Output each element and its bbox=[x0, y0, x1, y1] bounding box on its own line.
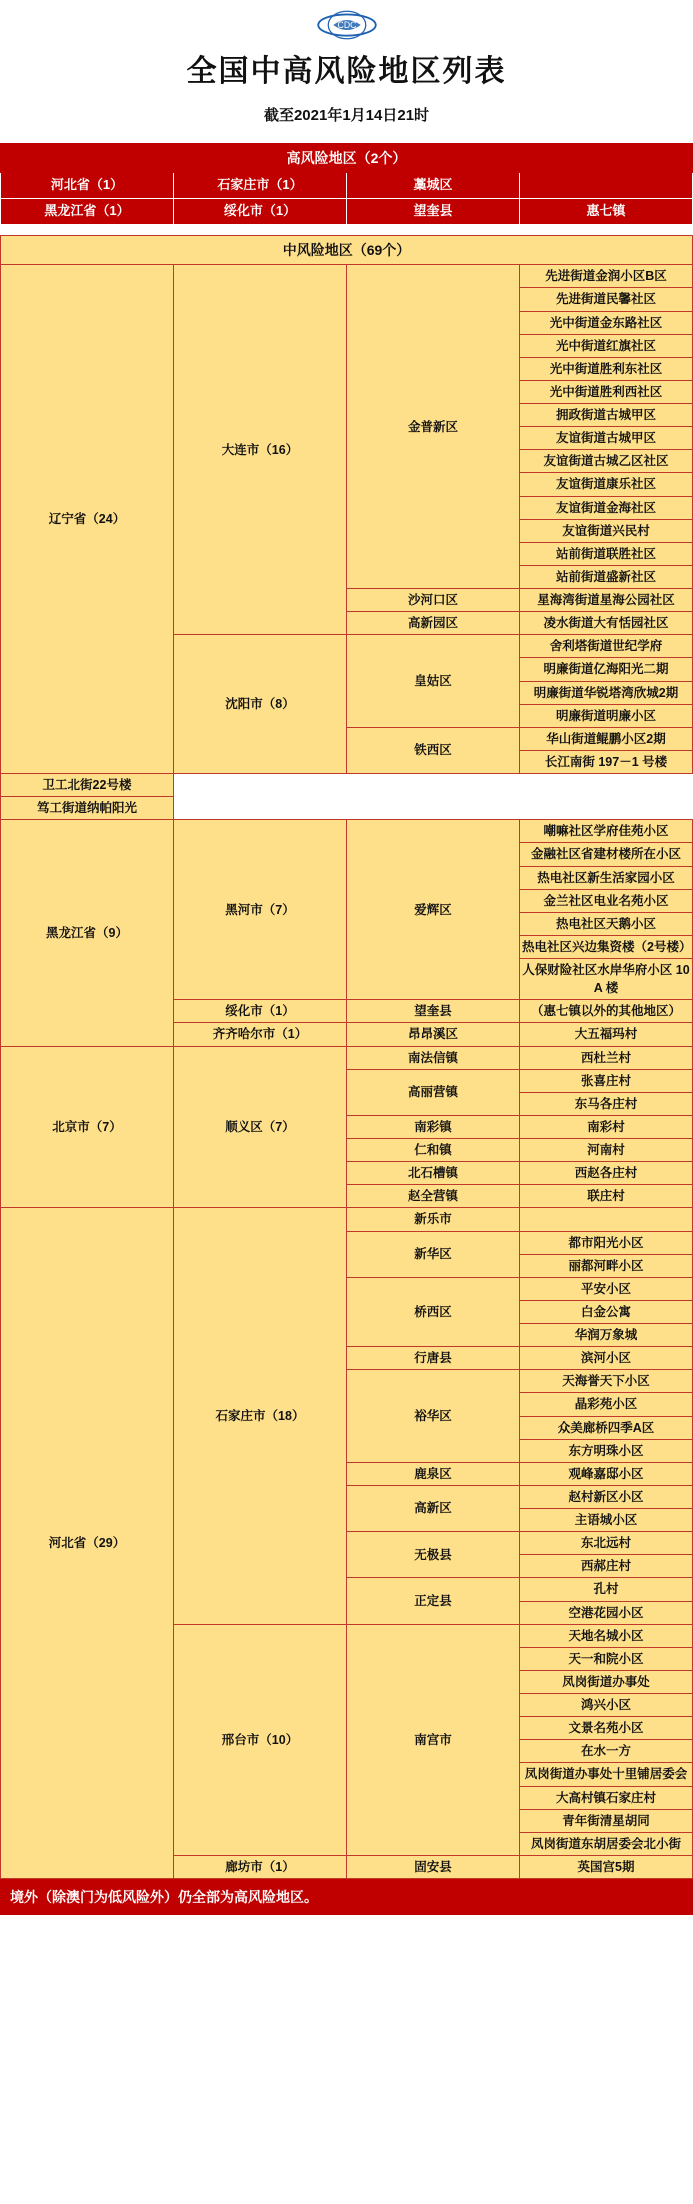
place-cell: 星海湾街道星海公园社区 bbox=[520, 589, 693, 612]
city-cell: 邢台市（10） bbox=[174, 1624, 347, 1855]
district-cell: 昂昂溪区 bbox=[347, 1023, 520, 1046]
place-cell: 华润万象城 bbox=[520, 1324, 693, 1347]
place-cell: 东北远村 bbox=[520, 1532, 693, 1555]
province-cell: 黑龙江省（9） bbox=[1, 820, 174, 1046]
high-risk-district: 望奎县 bbox=[347, 199, 520, 225]
district-cell: 高丽营镇 bbox=[347, 1069, 520, 1115]
district-cell: 南法信镇 bbox=[347, 1046, 520, 1069]
high-risk-city: 绥化市（1） bbox=[174, 199, 347, 225]
place-cell: 凤岗街道办事处十里铺居委会 bbox=[520, 1763, 693, 1786]
place-cell: 天地名城小区 bbox=[520, 1624, 693, 1647]
place-cell: 光中街道金东路社区 bbox=[520, 311, 693, 334]
place-cell: 平安小区 bbox=[520, 1277, 693, 1300]
place-cell: 热电社区兴边集资楼（2号楼） bbox=[520, 935, 693, 958]
district-cell: 赵全营镇 bbox=[347, 1185, 520, 1208]
city-cell: 顺义区（7） bbox=[174, 1046, 347, 1208]
city-cell: 绥化市（1） bbox=[174, 1000, 347, 1023]
district-cell: 南宫市 bbox=[347, 1624, 520, 1855]
place-cell: 观峰嘉邸小区 bbox=[520, 1462, 693, 1485]
place-cell: 嘲嘛社区学府佳苑小区 bbox=[520, 820, 693, 843]
place-cell: 鸿兴小区 bbox=[520, 1694, 693, 1717]
place-cell: 金兰社区电业名苑小区 bbox=[520, 889, 693, 912]
district-cell: 望奎县 bbox=[347, 1000, 520, 1023]
page-subtitle: 截至2021年1月14日21时 bbox=[263, 107, 430, 124]
place-cell bbox=[520, 1208, 693, 1231]
province-cell: 河北省（29） bbox=[1, 1208, 174, 1879]
place-cell: 主语城小区 bbox=[520, 1509, 693, 1532]
district-cell: 高新园区 bbox=[347, 612, 520, 635]
place-cell: 卫工北街22号楼 bbox=[1, 774, 174, 797]
table-row bbox=[1, 820, 693, 843]
high-risk-band-label: 高风险地区（2个） bbox=[1, 144, 693, 173]
mid-risk-band-row bbox=[1, 235, 693, 264]
mid-risk-table bbox=[0, 235, 693, 1879]
district-cell: 高新区 bbox=[347, 1485, 520, 1531]
high-risk-city: 石家庄市（1） bbox=[174, 173, 347, 199]
place-cell: 青年街清星胡同 bbox=[520, 1809, 693, 1832]
place-cell: 友谊街道康乐社区 bbox=[520, 473, 693, 496]
footer-note: 境外（除澳门为低风险外）仍全部为高风险地区。 bbox=[0, 1879, 693, 1915]
place-cell: 白金公寓 bbox=[520, 1300, 693, 1323]
mid-risk-band-label: 中风险地区（69个） bbox=[1, 235, 693, 264]
high-risk-province: 河北省（1） bbox=[1, 173, 174, 199]
table-row bbox=[1, 265, 693, 288]
district-cell: 南彩镇 bbox=[347, 1115, 520, 1138]
place-cell: 站前街道联胜社区 bbox=[520, 542, 693, 565]
table-row bbox=[1, 173, 693, 199]
district-cell: 金普新区 bbox=[347, 265, 520, 589]
place-cell: 明廉街道明廉小区 bbox=[520, 704, 693, 727]
table-row bbox=[1, 774, 693, 797]
place-cell: 友谊街道兴民村 bbox=[520, 519, 693, 542]
place-cell: 张喜庄村 bbox=[520, 1069, 693, 1092]
place-cell: 英国宫5期 bbox=[520, 1855, 693, 1878]
district-cell: 无极县 bbox=[347, 1532, 520, 1578]
place-cell: 友谊街道古城甲区 bbox=[520, 427, 693, 450]
place-cell: （惠七镇以外的其他地区） bbox=[520, 1000, 693, 1023]
place-cell: 众美廊桥四季A区 bbox=[520, 1416, 693, 1439]
page-title: 全国中高风险地区列表 bbox=[186, 55, 507, 88]
place-cell: 光中街道胜利西社区 bbox=[520, 380, 693, 403]
page-header bbox=[0, 0, 693, 143]
place-cell: 热电社区新生活家园小区 bbox=[520, 866, 693, 889]
place-cell: 空港花园小区 bbox=[520, 1601, 693, 1624]
place-cell: 南彩村 bbox=[520, 1115, 693, 1138]
place-cell: 光中街道红旗社区 bbox=[520, 334, 693, 357]
place-cell: 凌水街道大有恬园社区 bbox=[520, 612, 693, 635]
table-row bbox=[1, 1208, 693, 1231]
high-risk-place bbox=[520, 173, 693, 199]
district-cell: 桥西区 bbox=[347, 1277, 520, 1346]
district-cell: 皇姑区 bbox=[347, 635, 520, 728]
place-cell: 东方明珠小区 bbox=[520, 1439, 693, 1462]
city-cell: 黑河市（7） bbox=[174, 820, 347, 1000]
high-risk-table bbox=[0, 143, 693, 225]
place-cell: 都市阳光小区 bbox=[520, 1231, 693, 1254]
place-cell: 人保财险社区水岸华府小区 10A 楼 bbox=[520, 959, 693, 1000]
district-cell: 行唐县 bbox=[347, 1347, 520, 1370]
place-cell: 舍利塔街道世纪学府 bbox=[520, 635, 693, 658]
district-cell: 固安县 bbox=[347, 1855, 520, 1878]
city-cell: 石家庄市（18） bbox=[174, 1208, 347, 1624]
place-cell: 拥政街道古城甲区 bbox=[520, 404, 693, 427]
place-cell: 长江南街 197－1 号楼 bbox=[520, 750, 693, 773]
place-cell: 滨河小区 bbox=[520, 1347, 693, 1370]
place-cell: 明廉街道华锐塔湾欣城2期 bbox=[520, 681, 693, 704]
place-cell: 天一和院小区 bbox=[520, 1647, 693, 1670]
place-cell: 友谊街道古城乙区社区 bbox=[520, 450, 693, 473]
place-cell: 河南村 bbox=[520, 1139, 693, 1162]
place-cell: 赵村新区小区 bbox=[520, 1485, 693, 1508]
place-cell: 金融社区省建材楼所在小区 bbox=[520, 843, 693, 866]
place-cell: 凤岗街道办事处 bbox=[520, 1670, 693, 1693]
place-cell: 先进街道金润小区B区 bbox=[520, 265, 693, 288]
table-row bbox=[1, 199, 693, 225]
place-cell: 站前街道盛新社区 bbox=[520, 565, 693, 588]
table-row bbox=[1, 797, 693, 820]
high-risk-place: 惠七镇 bbox=[520, 199, 693, 225]
high-risk-band-row bbox=[1, 144, 693, 173]
place-cell: 大高村镇石家庄村 bbox=[520, 1786, 693, 1809]
place-cell: 西赵各庄村 bbox=[520, 1162, 693, 1185]
district-cell: 北石槽镇 bbox=[347, 1162, 520, 1185]
place-cell: 大五福玛村 bbox=[520, 1023, 693, 1046]
svg-text:CDC: CDC bbox=[337, 20, 356, 31]
district-cell: 仁和镇 bbox=[347, 1139, 520, 1162]
district-cell: 新华区 bbox=[347, 1231, 520, 1277]
city-cell: 廊坊市（1） bbox=[174, 1855, 347, 1878]
place-cell: 凤岗街道东胡居委会北小街 bbox=[520, 1832, 693, 1855]
city-cell: 齐齐哈尔市（1） bbox=[174, 1023, 347, 1046]
place-cell: 笃工街道纳帕阳光 bbox=[1, 797, 174, 820]
place-cell: 晶彩苑小区 bbox=[520, 1393, 693, 1416]
district-cell: 新乐市 bbox=[347, 1208, 520, 1231]
place-cell: 先进街道民馨社区 bbox=[520, 288, 693, 311]
city-cell: 大连市（16） bbox=[174, 265, 347, 635]
section-spacer bbox=[0, 225, 693, 235]
place-cell: 友谊街道金海社区 bbox=[520, 496, 693, 519]
cdc-logo-icon bbox=[309, 10, 385, 40]
place-cell: 天海誉天下小区 bbox=[520, 1370, 693, 1393]
table-row bbox=[1, 1046, 693, 1069]
place-cell: 丽都河畔小区 bbox=[520, 1254, 693, 1277]
province-cell: 辽宁省（24） bbox=[1, 265, 174, 774]
place-cell: 孔村 bbox=[520, 1578, 693, 1601]
district-cell: 爱辉区 bbox=[347, 820, 520, 1000]
district-cell: 裕华区 bbox=[347, 1370, 520, 1463]
place-cell: 光中街道胜利东社区 bbox=[520, 357, 693, 380]
province-cell: 北京市（7） bbox=[1, 1046, 174, 1208]
place-cell: 西郝庄村 bbox=[520, 1555, 693, 1578]
high-risk-district: 藁城区 bbox=[347, 173, 520, 199]
place-cell: 东马各庄村 bbox=[520, 1092, 693, 1115]
district-cell: 铁西区 bbox=[347, 727, 520, 773]
district-cell: 鹿泉区 bbox=[347, 1462, 520, 1485]
district-cell: 正定县 bbox=[347, 1578, 520, 1624]
high-risk-province: 黑龙江省（1） bbox=[1, 199, 174, 225]
place-cell: 热电社区天鹅小区 bbox=[520, 912, 693, 935]
district-cell: 沙河口区 bbox=[347, 589, 520, 612]
place-cell: 文景名苑小区 bbox=[520, 1717, 693, 1740]
place-cell: 联庄村 bbox=[520, 1185, 693, 1208]
place-cell: 华山街道鲲鹏小区2期 bbox=[520, 727, 693, 750]
place-cell: 在水一方 bbox=[520, 1740, 693, 1763]
place-cell: 西杜兰村 bbox=[520, 1046, 693, 1069]
place-cell: 明廉街道亿海阳光二期 bbox=[520, 658, 693, 681]
city-cell: 沈阳市（8） bbox=[174, 635, 347, 774]
